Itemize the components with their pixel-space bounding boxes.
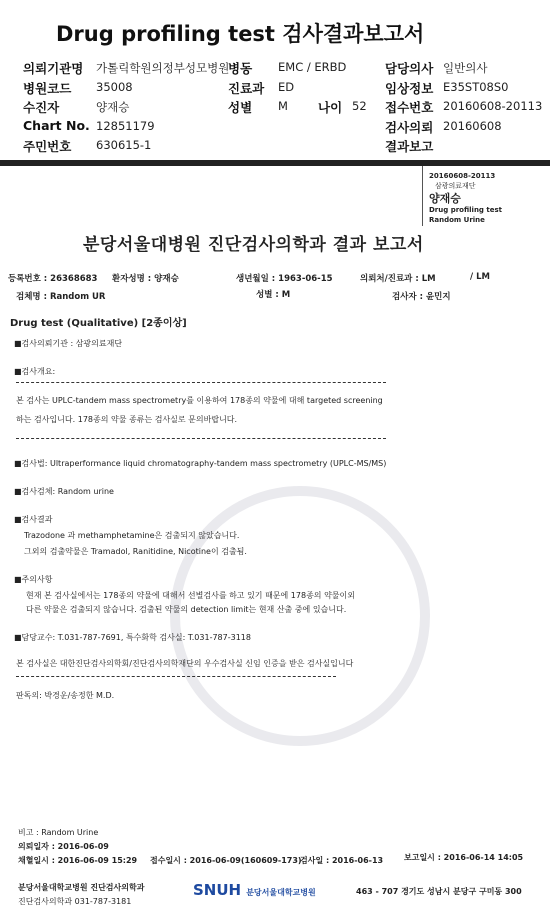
birth-date: 생년월일 : 1963-06-15 <box>236 274 333 284</box>
value-receipt-number: 20160608-20113 <box>443 99 543 113</box>
receipt-time: 접수일시 : 2016-06-09(160609-173) <box>150 856 302 865</box>
referring-dept: 의뢰처/진료과 : LM <box>360 274 436 284</box>
stamp-org: 삼광의료재단 <box>435 182 476 190</box>
value-attending-doctor: 일반의사 <box>443 61 488 75</box>
caution-line-1: 현재 본 검사실에서는 178종의 약물에 대해서 선별검사를 하고 있기 때문에 178종의 약물이외 <box>26 591 355 600</box>
stamp-test: Drug profiling test <box>429 206 502 214</box>
specimen-name: 검체명 : Random UR <box>16 292 106 302</box>
scanned-report <box>0 166 550 922</box>
dashed-rule <box>16 438 386 439</box>
overview-title: ■검사개요: <box>14 367 56 376</box>
overview-line-2: 하는 검사입니다. 178종의 약물 종류는 검사실로 문의바랍니다. <box>16 415 238 424</box>
result-line-1: Trazodone 과 methamphetamine은 검출되지 않았습니다. <box>24 531 240 540</box>
request-date: 의뢰일자 : 2016-06-09 <box>18 842 109 851</box>
overview-line-1: 본 검사는 UPLC-tandem mass spectrometry를 이용하여 178종의 약물에 대해 targeted screening <box>16 396 383 405</box>
reading-doctor: 판독의: 박경운/송정한 M.D. <box>16 691 115 700</box>
value-age: 52 <box>352 99 367 113</box>
registration-number: 등록번호 : 26368683 <box>8 274 98 284</box>
dashed-rule <box>16 382 386 383</box>
patient-sex: 성별 : M <box>256 290 291 300</box>
logo-text: SNUH <box>193 881 242 899</box>
collection-time: 채혈일시 : 2016-06-09 15:29 <box>18 856 138 865</box>
hospital-dept: 분당서울대학교병원 진단검사의학과 <box>18 883 145 892</box>
stamp-name: 양재승 <box>429 192 461 205</box>
dashed-rule <box>16 676 336 677</box>
value-patient: 양재승 <box>96 100 130 114</box>
label-hospital-code: 병원코드 <box>23 81 72 96</box>
label-resident-number: 주민번호 <box>23 139 72 154</box>
value-department: ED <box>278 80 295 94</box>
label-age: 나이 <box>318 100 343 115</box>
hospital-address: 463 - 707 경기도 성남시 분당구 구미동 300 <box>356 887 522 896</box>
label-clinical-info: 임상정보 <box>385 81 434 96</box>
label-attending-doctor: 담당의사 <box>385 61 434 76</box>
value-ward: EMC / ERBD <box>278 60 347 74</box>
label-receipt-number: 접수번호 <box>385 100 434 115</box>
referring-dept-2: / LM <box>470 272 490 282</box>
label-result-report: 결과보고 <box>385 139 434 154</box>
label-ward: 병동 <box>228 61 253 76</box>
test-name: Drug test (Qualitative) [2종이상] <box>10 318 187 329</box>
note-line: 비고 : Random Urine <box>18 828 99 837</box>
value-sex: M <box>278 99 288 113</box>
certification-line: 본 검사실은 대한진단검사의학회/진단검사의학재단의 우수검사실 신임 인증을 받은 검사실입니다 <box>16 659 354 668</box>
sample-label-stamp <box>422 166 541 226</box>
snu-watermark <box>170 486 430 746</box>
label-department: 진료과 <box>228 81 265 96</box>
caution-title: ■주의사항 <box>14 575 53 584</box>
value-chart-no: 12851179 <box>96 119 155 133</box>
report-time: 보고일시 : 2016-06-14 14:05 <box>404 853 524 862</box>
caution-line-2: 다른 약물은 검출되지 않습니다. 검출된 약물의 detection limit는 현재 산출 중에 있습니다. <box>26 605 347 614</box>
snuh-logo <box>193 880 316 899</box>
dept-phone: 진단검사의학과 031-787-3181 <box>18 897 132 906</box>
patient-name: 환자성명 : 양재승 <box>112 274 179 284</box>
result-title: ■검사결과 <box>14 515 53 524</box>
examiner: 검사자 : 윤민지 <box>392 292 451 302</box>
label-test-request: 검사의뢰 <box>385 120 434 135</box>
value-requesting-institution: 가톨릭학원의정부성모병원 <box>96 61 230 75</box>
value-clinical-info: E35ST08S0 <box>443 80 509 94</box>
contact-line: ■담당교수: T.031-787-7691, 특수화학 검사실: T.031-787-3118 <box>14 633 251 642</box>
requesting-org-line: ■검사의뢰기관 : 삼광의료재단 <box>14 339 123 348</box>
report-header-title: Drug profiling test 검사결과보고서 <box>56 22 425 46</box>
method-line: ■검사법: Ultraperformance liquid chromatography-tandem mass spectrometry (UPLC-MS/MS) <box>14 459 387 468</box>
value-test-request: 20160608 <box>443 119 502 133</box>
result-line-2: 그외의 검출약물은 Tramadol, Ranitidine, Nicotine이 검출됨. <box>24 547 247 556</box>
label-chart-no: Chart No. <box>23 118 90 133</box>
report-title: 분당서울대병원 진단검사의학과 결과 보고서 <box>83 235 424 255</box>
exam-date: 검사일 : 2016-06-13 <box>300 856 384 865</box>
value-resident-number: 630615-1 <box>96 138 152 152</box>
stamp-number: 20160608-20113 <box>429 172 496 180</box>
value-hospital-code: 35008 <box>96 80 133 94</box>
label-requesting-institution: 의뢰기관명 <box>23 61 84 76</box>
specimen-line: ■검사검체: Random urine <box>14 487 114 496</box>
label-sex: 성별 <box>228 100 253 115</box>
label-patient: 수진자 <box>23 100 60 115</box>
logo-korean: 분당서울대학교병원 <box>246 888 316 897</box>
stamp-specimen: Random Urine <box>429 216 485 224</box>
